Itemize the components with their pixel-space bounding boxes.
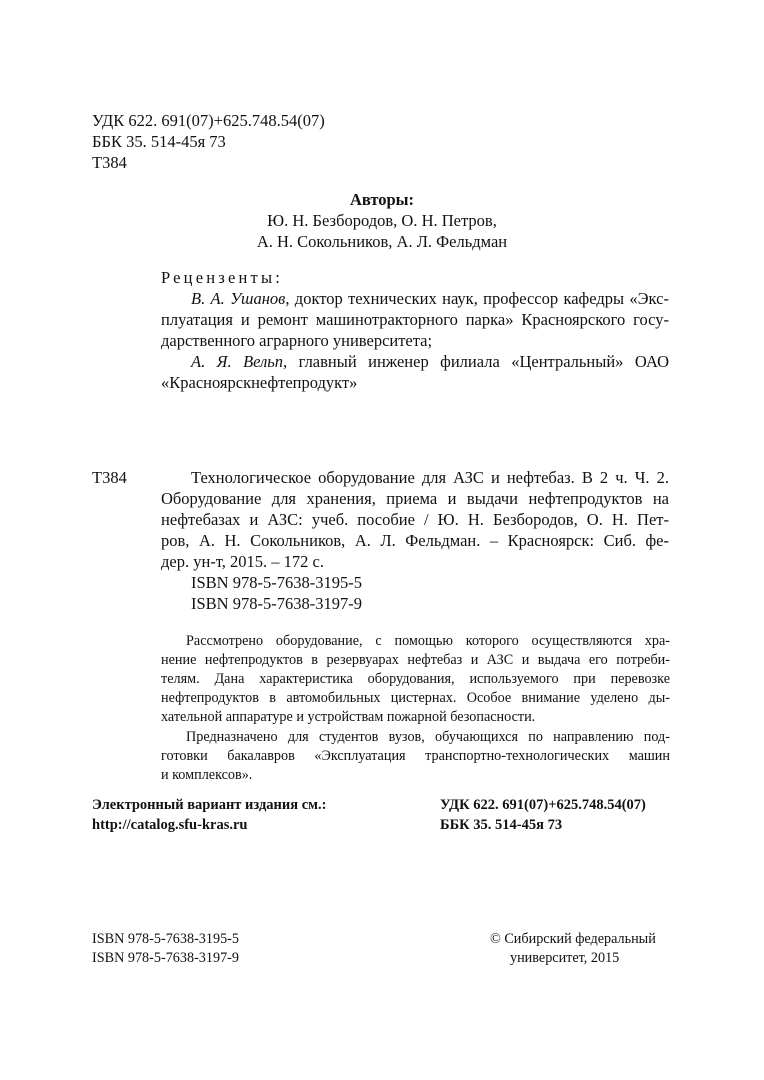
authors-heading: Авторы: (349, 190, 415, 209)
reviewer-1-line-1-text: , доктор технических наук, профессор кафедры «Экс- (285, 289, 669, 308)
annotation-line: Предназначено для студентов вузов, обучающихся по направлению под- (186, 729, 670, 745)
annotation-line: нение нефтепродуктов в резервуарах нефтебаз и АЗС и выдача его потреби- (161, 652, 670, 668)
catalog-line: нефтебазах и АЗС: учеб. пособие / Ю. Н. Безбородов, О. Н. Пет- (161, 510, 669, 529)
catalog-isbn-1: ISBN 978-5-7638-3195-5 (191, 573, 362, 592)
catalog-line: дер. ун-т, 2015. – 172 с. (161, 552, 324, 571)
reviewer-2-line-2: «Красноярскнефтепродукт» (161, 373, 358, 392)
reviewer-2-line-1-text: , главный инженер филиала «Центральный» ОАО (283, 352, 669, 371)
reviewers-heading: Рецензенты: (161, 268, 284, 287)
annotation-line: Рассмотрено оборудование, с помощью которого осуществляются хра- (186, 633, 670, 649)
authors-line-1: Ю. Н. Безбородов, О. Н. Петров, (267, 211, 497, 230)
footer-isbn-2: ISBN 978-5-7638-3197-9 (92, 950, 239, 966)
bbk-code: ББК 35. 514-45я 73 (92, 132, 226, 151)
reviewer-1-line-3: дарственного аграрного университета; (161, 331, 433, 350)
author-mark: Т384 (92, 153, 127, 172)
catalog-isbn-2: ISBN 978-5-7638-3197-9 (191, 594, 362, 613)
copyright-line-2: университет, 2015 (510, 950, 620, 966)
reviewer-1-name: В. А. Ушанов (191, 289, 286, 308)
udk-code: УДК 622. 691(07)+625.748.54(07) (92, 111, 325, 130)
catalog-line: Технологическое оборудование для АЗС и нефтебаз. В 2 ч. Ч. 2. (191, 468, 669, 487)
catalog-line: ров, А. Н. Сокольников, А. Л. Фельдман. – Красноярск: Сиб. фе- (161, 531, 669, 550)
annotation-line: телям. Дана характеристика оборудования, используемого при перевозке (161, 671, 670, 687)
reviewer-1-line-2: плуатация и ремонт машинотракторного парка» Красноярского госу- (161, 310, 669, 329)
electronic-bbk-code: ББК 35. 514-45я 73 (440, 817, 563, 833)
annotation-line: хательной аппаратуре и устройствам пожарной безопасности. (161, 709, 536, 725)
electronic-udk-code: УДК 622. 691(07)+625.748.54(07) (440, 797, 646, 813)
annotation-line: нефтепродуктов в автомобильных цистернах. Особое внимание уделено ды- (161, 690, 670, 706)
electronic-version-url[interactable]: http://catalog.sfu-kras.ru (92, 817, 248, 833)
copyright-line-1: © Сибирский федеральный (490, 931, 656, 947)
reviewer-2-name: А. Я. Вельп (191, 352, 284, 371)
annotation-line: готовки бакалавров «Эксплуатация транспортно-технологических машин (161, 748, 670, 764)
annotation-line: и комплексов». (161, 767, 253, 783)
footer-isbn-1: ISBN 978-5-7638-3195-5 (92, 931, 239, 947)
catalog-line: Оборудование для хранения, приема и выдачи нефтепродуктов на (161, 489, 669, 508)
catalog-code: Т384 (92, 468, 127, 487)
reviewer-2-line-1 (191, 351, 669, 372)
authors-line-2: А. Н. Сокольников, А. Л. Фельдман (256, 232, 508, 251)
electronic-version-label: Электронный вариант издания см.: (92, 797, 327, 813)
reviewer-1-line-1 (191, 288, 669, 309)
